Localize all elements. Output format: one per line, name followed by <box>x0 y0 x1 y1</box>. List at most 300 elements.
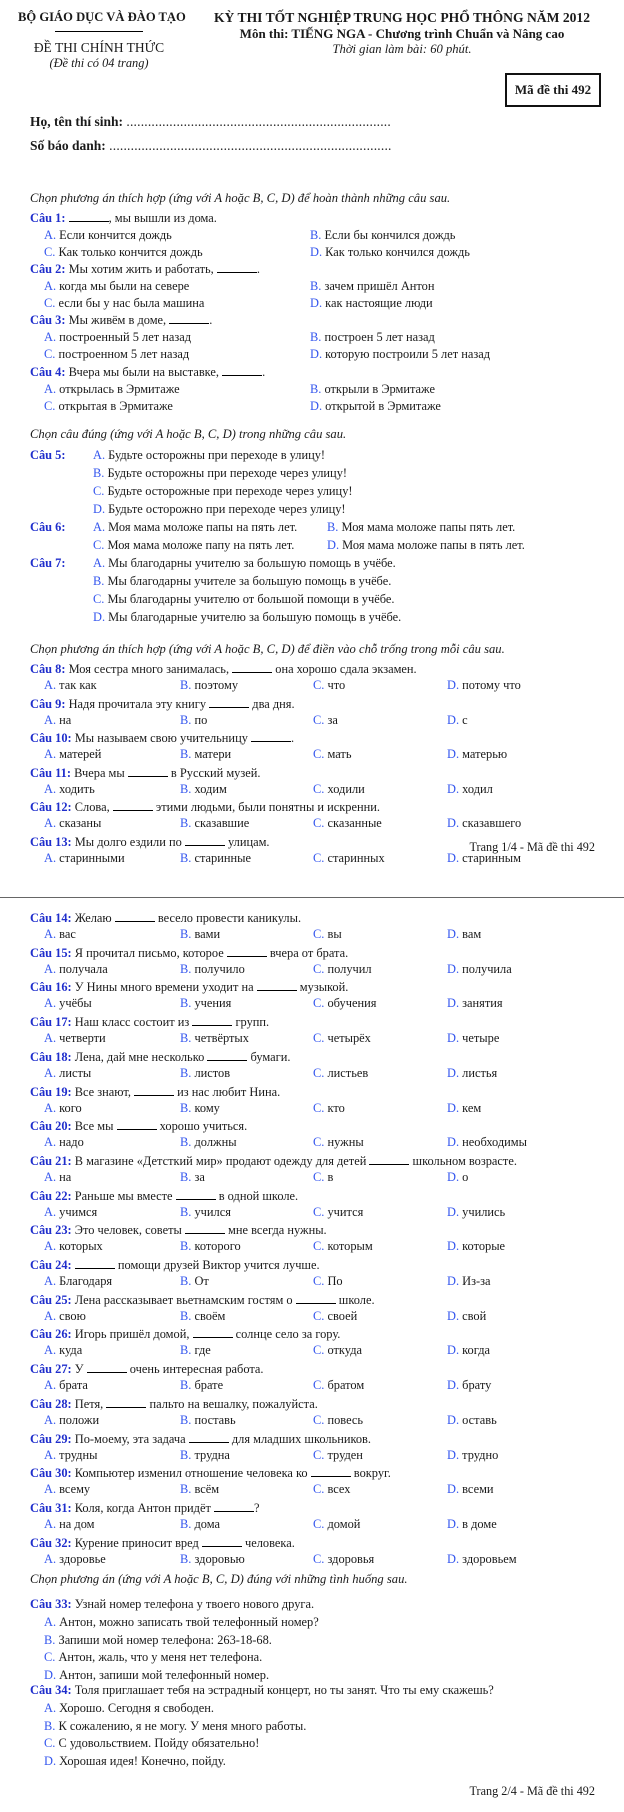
answer-option[interactable] <box>313 995 376 1011</box>
option-letter[interactable]: C. <box>313 1378 325 1392</box>
option-text[interactable]: четырёх <box>327 1031 371 1045</box>
option-text[interactable]: поэтому <box>194 678 239 692</box>
answer-option[interactable] <box>313 1377 364 1393</box>
answer-option[interactable] <box>44 278 189 294</box>
option-letter[interactable]: C. <box>313 1135 325 1149</box>
answer-option[interactable] <box>44 1447 97 1463</box>
answer-option[interactable] <box>180 995 231 1011</box>
answer-option[interactable] <box>93 465 347 481</box>
option-letter[interactable]: D. <box>447 816 460 830</box>
option-text[interactable]: кто <box>327 1101 345 1115</box>
option-text[interactable]: за <box>327 713 338 727</box>
option-letter[interactable]: A. <box>44 1413 57 1427</box>
option-text[interactable]: нужны <box>327 1135 364 1149</box>
answer-option[interactable] <box>44 995 92 1011</box>
option-letter[interactable]: C. <box>313 1552 325 1566</box>
option-letter[interactable]: B. <box>44 1718 56 1733</box>
answer-option[interactable] <box>313 1481 350 1497</box>
option-letter[interactable]: D. <box>44 1667 57 1682</box>
answer-option[interactable] <box>44 1065 91 1081</box>
answer-option[interactable] <box>313 850 385 866</box>
answer-option[interactable] <box>180 1412 236 1428</box>
answer-option[interactable] <box>180 926 220 942</box>
option-letter[interactable]: D. <box>447 782 460 796</box>
option-letter[interactable]: C. <box>313 1517 325 1531</box>
answer-option[interactable] <box>44 850 125 866</box>
option-letter[interactable]: A. <box>44 1274 57 1288</box>
option-text[interactable]: в доме <box>462 1517 497 1531</box>
option-text[interactable]: четыре <box>462 1031 500 1045</box>
option-text[interactable]: сказавшие <box>194 816 250 830</box>
option-text[interactable]: положи <box>59 1413 100 1427</box>
option-letter[interactable]: D. <box>447 1343 460 1357</box>
option-letter[interactable]: D. <box>447 1448 460 1462</box>
option-text[interactable]: четверти <box>59 1031 106 1045</box>
option-text[interactable]: Как только кончился дождь <box>325 245 470 259</box>
option-text[interactable]: куда <box>59 1343 83 1357</box>
option-letter[interactable]: D. <box>447 1031 460 1045</box>
option-letter[interactable]: A. <box>44 816 57 830</box>
option-letter[interactable]: B. <box>180 927 192 941</box>
option-text[interactable]: брата <box>59 1378 88 1392</box>
option-letter[interactable]: D. <box>327 538 340 552</box>
answer-option[interactable] <box>313 781 365 797</box>
answer-option[interactable] <box>180 1273 209 1289</box>
option-text[interactable]: потому что <box>462 678 521 692</box>
option-text[interactable]: учения <box>194 996 232 1010</box>
answer-option[interactable] <box>180 815 249 831</box>
option-text[interactable]: открылась в Эрмитаже <box>59 382 180 396</box>
answer-option[interactable] <box>180 1100 220 1116</box>
option-text[interactable]: на <box>59 713 72 727</box>
option-letter[interactable]: B. <box>180 713 192 727</box>
answer-option[interactable] <box>44 329 191 345</box>
option-letter[interactable]: B. <box>180 996 192 1010</box>
option-letter[interactable]: D. <box>447 747 460 761</box>
answer-option[interactable] <box>180 1308 225 1324</box>
option-letter[interactable]: D. <box>447 678 460 692</box>
answer-option[interactable] <box>447 1273 491 1289</box>
option-text[interactable]: здоровью <box>194 1552 245 1566</box>
option-letter[interactable]: C. <box>313 1170 325 1184</box>
answer-option[interactable] <box>310 398 441 414</box>
option-text[interactable]: построен 5 лет назад <box>324 330 435 344</box>
answer-option[interactable] <box>44 346 189 362</box>
option-letter[interactable]: A. <box>44 1448 57 1462</box>
option-letter[interactable]: C. <box>313 1448 325 1462</box>
option-letter[interactable]: A. <box>44 1517 57 1531</box>
answer-option[interactable] <box>447 1412 497 1428</box>
option-text[interactable]: ходим <box>194 782 227 796</box>
answer-option[interactable] <box>313 1412 363 1428</box>
option-letter[interactable]: A. <box>44 1239 57 1253</box>
answer-option[interactable] <box>313 746 352 762</box>
answer-option[interactable] <box>44 926 76 942</box>
option-letter[interactable]: C. <box>313 1101 325 1115</box>
option-text[interactable]: открытой в Эрмитаже <box>325 399 441 413</box>
option-letter[interactable]: D. <box>310 245 323 259</box>
option-letter[interactable]: B. <box>310 279 322 293</box>
option-text[interactable]: кем <box>462 1101 482 1115</box>
option-letter[interactable]: D. <box>310 399 323 413</box>
answer-option[interactable] <box>93 537 294 553</box>
option-text[interactable]: обучения <box>327 996 377 1010</box>
answer-option[interactable] <box>313 1516 360 1532</box>
option-letter[interactable]: C. <box>313 927 325 941</box>
answer-option[interactable] <box>313 1065 368 1081</box>
answer-option[interactable] <box>180 1030 249 1046</box>
option-text[interactable]: домой <box>327 1517 361 1531</box>
option-letter[interactable]: C. <box>313 678 325 692</box>
option-letter[interactable]: B. <box>180 1274 192 1288</box>
answer-option[interactable] <box>44 1718 306 1734</box>
option-text[interactable]: в <box>327 1170 334 1184</box>
option-letter[interactable]: D. <box>447 1552 460 1566</box>
option-letter[interactable]: B. <box>180 1309 192 1323</box>
option-letter[interactable]: C. <box>44 1736 56 1750</box>
option-text[interactable]: повесь <box>327 1413 364 1427</box>
option-text[interactable]: Из-за <box>462 1274 491 1288</box>
option-text[interactable]: свою <box>59 1309 86 1323</box>
option-letter[interactable]: A. <box>93 448 106 462</box>
answer-option[interactable] <box>310 329 435 345</box>
option-text[interactable]: брату <box>462 1378 492 1392</box>
option-letter[interactable]: A. <box>44 1101 57 1115</box>
answer-option[interactable] <box>44 1753 226 1769</box>
option-letter[interactable]: B. <box>180 782 192 796</box>
option-letter[interactable]: B. <box>310 228 322 242</box>
option-text[interactable]: как настоящие люди <box>325 296 433 310</box>
option-letter[interactable]: C. <box>313 1309 325 1323</box>
answer-option[interactable] <box>44 1632 272 1648</box>
answer-option[interactable] <box>447 677 521 693</box>
option-text[interactable]: здоровье <box>59 1552 106 1566</box>
option-letter[interactable]: C. <box>313 1205 325 1219</box>
option-text[interactable]: всему <box>59 1482 91 1496</box>
option-text[interactable]: кого <box>59 1101 82 1115</box>
option-text[interactable]: К сожалению, я не могу. У меня много работы. <box>58 1718 307 1733</box>
answer-option[interactable] <box>313 1308 357 1324</box>
answer-option[interactable] <box>313 1169 333 1185</box>
option-text[interactable]: ходить <box>59 782 95 796</box>
option-text[interactable]: получала <box>59 962 108 976</box>
answer-option[interactable] <box>44 1342 82 1358</box>
option-text[interactable]: всём <box>194 1482 220 1496</box>
option-letter[interactable]: C. <box>313 996 325 1010</box>
option-letter[interactable]: A. <box>44 1170 57 1184</box>
answer-option[interactable] <box>313 677 345 693</box>
answer-option[interactable] <box>44 1030 106 1046</box>
answer-option[interactable] <box>447 1030 499 1046</box>
option-text[interactable]: всеми <box>462 1482 494 1496</box>
option-text[interactable]: Будьте осторожные при переходе через улицу! <box>107 484 353 498</box>
option-letter[interactable]: B. <box>180 816 192 830</box>
option-letter[interactable]: A. <box>44 962 57 976</box>
answer-option[interactable] <box>180 1134 237 1150</box>
option-letter[interactable]: A. <box>44 1309 57 1323</box>
option-text[interactable]: что <box>327 678 346 692</box>
option-letter[interactable]: B. <box>180 1066 192 1080</box>
option-letter[interactable]: A. <box>44 382 57 396</box>
option-letter[interactable]: D. <box>447 927 460 941</box>
answer-option[interactable] <box>310 278 435 294</box>
option-text[interactable]: если бы у нас была машина <box>58 296 205 310</box>
option-letter[interactable]: C. <box>313 782 325 796</box>
answer-option[interactable] <box>327 537 525 553</box>
option-letter[interactable]: A. <box>44 1205 57 1219</box>
answer-option[interactable] <box>180 1204 231 1220</box>
option-letter[interactable]: B. <box>180 747 192 761</box>
answer-option[interactable] <box>447 1308 486 1324</box>
option-letter[interactable]: B. <box>180 1135 192 1149</box>
option-text[interactable]: брате <box>194 1378 224 1392</box>
option-text[interactable]: четвёртых <box>194 1031 249 1045</box>
option-letter[interactable]: C. <box>44 399 56 413</box>
option-text[interactable]: Если бы кончился дождь <box>324 228 456 242</box>
answer-option[interactable] <box>447 815 521 831</box>
option-letter[interactable]: B. <box>180 678 192 692</box>
answer-option[interactable] <box>93 501 346 517</box>
answer-option[interactable] <box>180 1065 230 1081</box>
answer-option[interactable] <box>44 1614 319 1630</box>
answer-option[interactable] <box>93 573 391 589</box>
option-text[interactable]: ходили <box>327 782 365 796</box>
option-text[interactable]: на <box>59 1170 72 1184</box>
option-text[interactable]: свой <box>462 1309 487 1323</box>
option-letter[interactable]: D. <box>93 610 106 624</box>
answer-option[interactable] <box>313 815 382 831</box>
option-letter[interactable]: C. <box>313 962 325 976</box>
option-text[interactable]: всех <box>327 1482 351 1496</box>
option-letter[interactable]: B. <box>180 1239 192 1253</box>
answer-option[interactable] <box>180 1551 245 1567</box>
option-text[interactable]: Мы благодарны учителю от большой помощи в учёбе. <box>107 592 395 606</box>
option-letter[interactable]: B. <box>93 466 105 480</box>
option-letter[interactable]: D. <box>447 1274 460 1288</box>
option-letter[interactable]: D. <box>447 1378 460 1392</box>
option-text[interactable]: Антон, жаль, что у меня нет телефона. <box>58 1650 263 1664</box>
option-text[interactable]: трудны <box>59 1448 98 1462</box>
option-letter[interactable]: B. <box>180 1517 192 1531</box>
answer-option[interactable] <box>447 712 468 728</box>
option-letter[interactable]: A. <box>44 851 57 865</box>
option-letter[interactable]: A. <box>44 1482 57 1496</box>
option-text[interactable]: когда <box>462 1343 491 1357</box>
option-text[interactable]: старинным <box>462 851 521 865</box>
answer-option[interactable] <box>447 1100 481 1116</box>
answer-option[interactable] <box>44 295 204 311</box>
answer-option[interactable] <box>313 1238 373 1254</box>
option-text[interactable]: так как <box>59 678 97 692</box>
option-text[interactable]: учимся <box>59 1205 98 1219</box>
option-text[interactable]: старинными <box>59 851 125 865</box>
option-letter[interactable]: C. <box>313 1482 325 1496</box>
option-text[interactable]: Будьте осторожно при переходе через улицу! <box>108 502 346 516</box>
option-text[interactable]: братом <box>327 1378 365 1392</box>
option-text[interactable]: своей <box>327 1309 358 1323</box>
option-letter[interactable]: D. <box>447 1170 460 1184</box>
option-text[interactable]: поставь <box>194 1413 236 1427</box>
option-text[interactable]: сказаны <box>59 816 102 830</box>
answer-option[interactable] <box>180 1516 220 1532</box>
option-letter[interactable]: C. <box>44 245 56 259</box>
answer-option[interactable] <box>44 227 172 243</box>
option-text[interactable]: ходил <box>462 782 493 796</box>
option-letter[interactable]: D. <box>447 1066 460 1080</box>
answer-option[interactable] <box>44 712 71 728</box>
option-text[interactable]: С удовольствием. Пойду обязательно! <box>58 1736 260 1750</box>
answer-option[interactable] <box>313 1134 364 1150</box>
option-text[interactable]: Если кончится дождь <box>59 228 172 242</box>
answer-option[interactable] <box>44 1100 82 1116</box>
candidate-id-field[interactable] <box>30 138 392 154</box>
answer-option[interactable] <box>93 609 401 625</box>
answer-option[interactable] <box>447 1516 497 1532</box>
answer-option[interactable] <box>447 1447 498 1463</box>
option-letter[interactable]: B. <box>310 330 322 344</box>
option-text[interactable]: оставь <box>462 1413 497 1427</box>
answer-option[interactable] <box>44 1273 112 1289</box>
option-letter[interactable]: A. <box>44 678 57 692</box>
option-text[interactable]: своём <box>194 1309 226 1323</box>
option-text[interactable]: надо <box>59 1135 84 1149</box>
answer-option[interactable] <box>447 1169 468 1185</box>
answer-option[interactable] <box>93 447 325 463</box>
option-letter[interactable]: A. <box>44 1343 57 1357</box>
option-text[interactable]: получила <box>462 962 512 976</box>
answer-option[interactable] <box>44 1735 259 1751</box>
option-letter[interactable]: D. <box>447 1135 460 1149</box>
answer-option[interactable] <box>44 1481 90 1497</box>
option-text[interactable]: учился <box>194 1205 231 1219</box>
option-text[interactable]: Мы благодарны учителе за большую помощь в учёбе. <box>107 574 392 588</box>
answer-option[interactable] <box>313 1447 363 1463</box>
option-text[interactable]: Будьте осторожны при переходе в улицу! <box>108 448 326 462</box>
answer-option[interactable] <box>93 555 396 571</box>
option-text[interactable]: откуда <box>327 1343 362 1357</box>
option-text[interactable]: зачем пришёл Антон <box>324 279 435 293</box>
option-text[interactable]: которые <box>462 1239 506 1253</box>
answer-option[interactable] <box>447 1481 494 1497</box>
option-text[interactable]: По <box>327 1274 343 1288</box>
option-text[interactable]: матерей <box>59 747 102 761</box>
option-text[interactable]: листья <box>462 1066 498 1080</box>
option-text[interactable]: здоровья <box>327 1552 375 1566</box>
option-text[interactable]: получил <box>327 962 372 976</box>
answer-option[interactable] <box>180 781 227 797</box>
answer-option[interactable] <box>310 346 490 362</box>
option-text[interactable]: Хорошая идея! Конечно, пойду. <box>59 1753 226 1768</box>
answer-option[interactable] <box>44 1412 99 1428</box>
option-letter[interactable]: C. <box>313 1239 325 1253</box>
answer-option[interactable] <box>44 1238 103 1254</box>
option-letter[interactable]: D. <box>447 1413 460 1427</box>
option-text[interactable]: листов <box>194 1066 231 1080</box>
option-text[interactable]: Моя мама моложе папы на пять лет. <box>108 520 298 534</box>
answer-option[interactable] <box>313 1100 345 1116</box>
answer-option[interactable] <box>44 1551 106 1567</box>
option-letter[interactable]: A. <box>44 747 57 761</box>
option-text[interactable]: построенный 5 лет назад <box>59 330 192 344</box>
answer-option[interactable] <box>447 995 503 1011</box>
option-letter[interactable]: B. <box>180 1448 192 1462</box>
option-letter[interactable]: D. <box>447 962 460 976</box>
option-letter[interactable]: B. <box>180 1413 192 1427</box>
option-letter[interactable]: A. <box>44 927 57 941</box>
option-text[interactable]: о <box>462 1170 469 1184</box>
option-letter[interactable]: C. <box>313 1066 325 1080</box>
option-letter[interactable]: B. <box>180 1343 192 1357</box>
answer-option[interactable] <box>93 591 394 607</box>
option-text[interactable]: Антон, можно записать твой телефонный номер? <box>59 1615 319 1629</box>
option-text[interactable]: учились <box>462 1205 506 1219</box>
option-text[interactable]: Мы благодарны учителю за большую помощь в учёбе. <box>108 556 396 570</box>
option-letter[interactable]: C. <box>93 538 105 552</box>
answer-option[interactable] <box>447 926 481 942</box>
answer-option[interactable] <box>44 1377 88 1393</box>
option-letter[interactable]: A. <box>44 996 57 1010</box>
answer-option[interactable] <box>180 1342 211 1358</box>
answer-option[interactable] <box>44 1204 97 1220</box>
option-text[interactable]: сказанные <box>327 816 382 830</box>
option-text[interactable]: Моя мама моложе папу на пять лет. <box>107 538 295 552</box>
answer-option[interactable] <box>447 781 493 797</box>
answer-option[interactable] <box>327 519 515 535</box>
answer-option[interactable] <box>44 1700 214 1716</box>
option-letter[interactable]: A. <box>44 279 57 293</box>
candidate-name-dots[interactable]: .......................................................................... <box>126 114 391 129</box>
answer-option[interactable] <box>180 1169 205 1185</box>
answer-option[interactable] <box>313 1342 362 1358</box>
option-text[interactable]: открыли в Эрмитаже <box>324 382 435 396</box>
option-letter[interactable]: A. <box>44 1701 57 1715</box>
option-letter[interactable]: C. <box>93 484 105 498</box>
option-letter[interactable]: C. <box>44 347 56 361</box>
option-text[interactable]: с <box>462 713 468 727</box>
option-text[interactable]: Хорошо. Сегодня я свободен. <box>59 1701 215 1715</box>
option-text[interactable]: трудна <box>194 1448 230 1462</box>
option-letter[interactable]: A. <box>93 556 106 570</box>
option-text[interactable]: построенном 5 лет назад <box>58 347 190 361</box>
answer-option[interactable] <box>44 244 203 260</box>
option-text[interactable]: открытая в Эрмитаже <box>58 399 173 413</box>
option-text[interactable]: мать <box>327 747 352 761</box>
answer-option[interactable] <box>44 815 101 831</box>
answer-option[interactable] <box>180 1481 219 1497</box>
answer-option[interactable] <box>447 961 512 977</box>
answer-option[interactable] <box>44 1667 269 1683</box>
option-text[interactable]: старинные <box>194 851 251 865</box>
option-letter[interactable]: D. <box>447 996 460 1010</box>
option-text[interactable]: вами <box>194 927 221 941</box>
option-letter[interactable]: D. <box>310 347 323 361</box>
option-text[interactable]: От <box>194 1274 209 1288</box>
answer-option[interactable] <box>313 1030 371 1046</box>
option-letter[interactable]: B. <box>180 1031 192 1045</box>
answer-option[interactable] <box>313 926 342 942</box>
option-letter[interactable]: A. <box>44 330 57 344</box>
option-letter[interactable]: D. <box>310 296 323 310</box>
answer-option[interactable] <box>44 381 180 397</box>
option-letter[interactable]: C. <box>313 1413 325 1427</box>
option-letter[interactable]: C. <box>313 816 325 830</box>
answer-option[interactable] <box>44 398 173 414</box>
option-letter[interactable]: D. <box>447 1101 460 1115</box>
option-letter[interactable]: B. <box>93 574 105 588</box>
option-letter[interactable]: D. <box>447 1517 460 1531</box>
option-text[interactable]: на дом <box>59 1517 95 1531</box>
option-text[interactable]: листьев <box>327 1066 369 1080</box>
